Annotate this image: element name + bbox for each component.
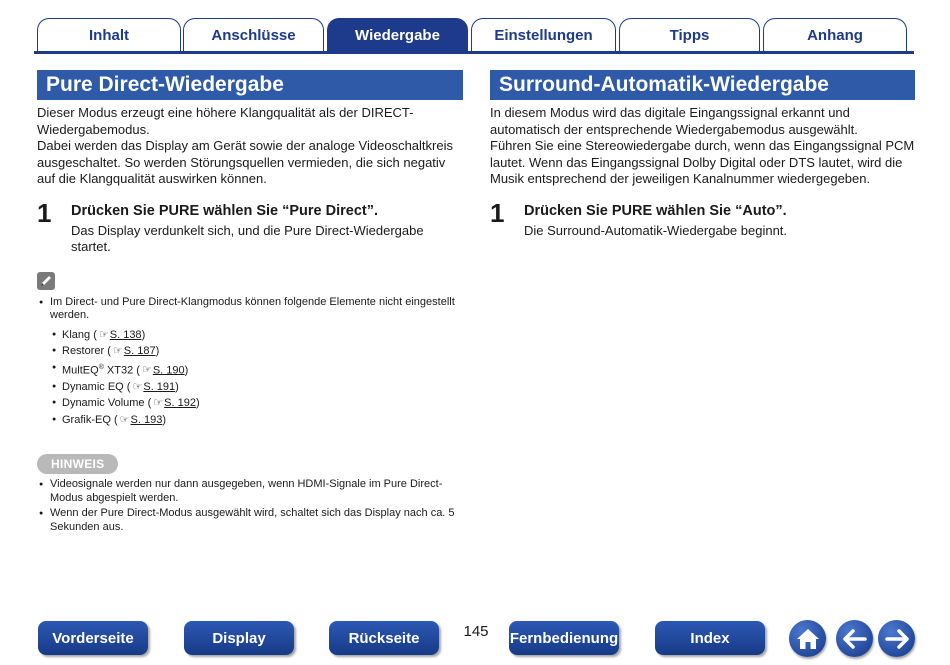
list-item: ● Restorer ( ☞S. 187): [50, 343, 463, 360]
tab-bar: [34, 18, 914, 54]
page-ref-link[interactable]: S. 138: [109, 328, 142, 341]
step-title: Drücken Sie PURE wählen Sie “Pure Direct”.: [71, 202, 379, 219]
step-description: Die Surround-Automatik-Wiedergabe beginnt.: [524, 222, 788, 238]
home-button[interactable]: [789, 620, 826, 657]
surround-auto-step: [490, 197, 915, 240]
item-label: Dynamic EQ: [62, 380, 124, 393]
page-ref-link[interactable]: S. 191: [143, 380, 176, 393]
tab-einstellungen[interactable]: Einstellungen: [471, 18, 616, 51]
step-number: 1: [37, 197, 52, 228]
pencil-icon: [37, 272, 55, 290]
tab-wiedergabe[interactable]: Wiedergabe: [327, 18, 468, 51]
index-button[interactable]: Index: [655, 621, 765, 655]
surround-auto-intro-2: Führen Sie eine Stereowiedergabe durch, wenn das Eingangssignal PCM lautet. Wenn das Eingangssignal Dolby Digital oder DTS lautet, wird die Musik entsprechend der jeweiligen Kanalnummer wiedergegeben.: [490, 138, 915, 186]
item-label: Grafik-EQ: [62, 413, 111, 426]
step-title: Drücken Sie PURE wählen Sie “Auto”.: [524, 202, 787, 219]
remote-control-button[interactable]: Fernbedienung: [509, 621, 619, 655]
surround-auto-title: Surround-Automatik-Wiedergabe: [490, 70, 915, 100]
back-button[interactable]: [836, 620, 873, 657]
pointing-hand-icon: ☞: [98, 328, 109, 341]
list-item: ● Videosignale werden nur dann ausgegeben, wenn HDMI-Signale im Pure Direct-Modus abgespielt werden.: [37, 478, 463, 505]
arrow-right-icon: [884, 628, 910, 650]
pointing-hand-icon: ☞: [153, 397, 164, 410]
note-sub-list: [50, 327, 463, 429]
page-ref-link[interactable]: S. 190: [152, 364, 185, 377]
pointing-hand-icon: ☞: [119, 413, 130, 426]
pointing-hand-icon: ☞: [112, 345, 123, 357]
item-label: Klang: [62, 328, 91, 341]
page-ref-link[interactable]: S. 187: [123, 345, 156, 357]
tab-bar-divider: [34, 51, 914, 54]
item-label: Restorer: [62, 345, 105, 357]
list-item: ● MultEQ® XT32 ( ☞S. 190): [50, 360, 463, 379]
item-label-suffix: XT32: [103, 364, 134, 377]
pure-direct-intro-1: Dieser Modus erzeugt eine höhere Klangqualität als der DIRECT-Wiedergabemodus.: [37, 105, 414, 137]
item-label: Dynamic Volume: [62, 397, 145, 410]
front-panel-button[interactable]: Vorderseite: [38, 621, 148, 655]
pointing-hand-icon: ☞: [132, 380, 143, 393]
pure-direct-title: Pure Direct-Wiedergabe: [37, 70, 463, 100]
page-ref-link[interactable]: S. 192: [164, 397, 196, 410]
pure-direct-intro-2: Dabei werden das Display am Gerät sowie der analoge Videoschaltkreis ausgeschaltet. So werden Störungsquellen vermieden, die sich negativ auf die Klangqualität auswirken können.: [37, 138, 453, 186]
pure-direct-section: [37, 70, 463, 536]
home-icon: [795, 627, 821, 651]
surround-auto-intro-1: In diesem Modus wird das digitale Eingangssignal erkannt und automatisch der entsprechende Wiedergabemodus ausgewählt.: [490, 105, 858, 137]
forward-button[interactable]: [878, 620, 915, 657]
note-intro: Im Direct- und Pure Direct-Klangmodus können folgende Elemente nicht eingestellt werden.: [50, 295, 455, 321]
step-number: 1: [490, 197, 505, 228]
tab-inhalt[interactable]: Inhalt: [37, 18, 181, 51]
list-item: ● Klang ( ☞S. 138): [50, 327, 463, 344]
surround-auto-section: [490, 70, 915, 239]
rear-panel-button[interactable]: Rückseite: [329, 621, 439, 655]
pointing-hand-icon: ☞: [141, 364, 152, 377]
step-description: Das Display verdunkelt sich, und die Pure Direct-Wiedergabe startet.: [71, 222, 424, 254]
list-item: ● Grafik-EQ ( ☞S. 193): [50, 412, 463, 429]
page-number: 145: [463, 623, 489, 640]
note-list: [37, 296, 463, 429]
arrow-left-icon: [842, 628, 868, 650]
hinweis-badge: HINWEIS: [37, 454, 118, 474]
list-item: ● Dynamic EQ ( ☞S. 191): [50, 379, 463, 396]
display-button[interactable]: Display: [184, 621, 294, 655]
tab-anhang[interactable]: Anhang: [763, 18, 907, 51]
tab-anschluesse[interactable]: Anschlüsse: [183, 18, 324, 51]
item-label: MultEQ: [62, 364, 99, 377]
registered-mark: ®: [98, 363, 104, 371]
page-ref-link[interactable]: S. 193: [130, 413, 163, 426]
pure-direct-step: [37, 197, 463, 256]
list-item: ● Dynamic Volume ( ☞S. 192): [50, 395, 463, 412]
tab-tipps[interactable]: Tipps: [619, 18, 760, 51]
note-item: [37, 296, 463, 429]
list-item: ● Wenn der Pure Direct-Modus ausgewählt wird, schaltet sich das Display nach ca. 5 Sekunden aus.: [37, 507, 463, 534]
hinweis-list: [37, 478, 463, 534]
